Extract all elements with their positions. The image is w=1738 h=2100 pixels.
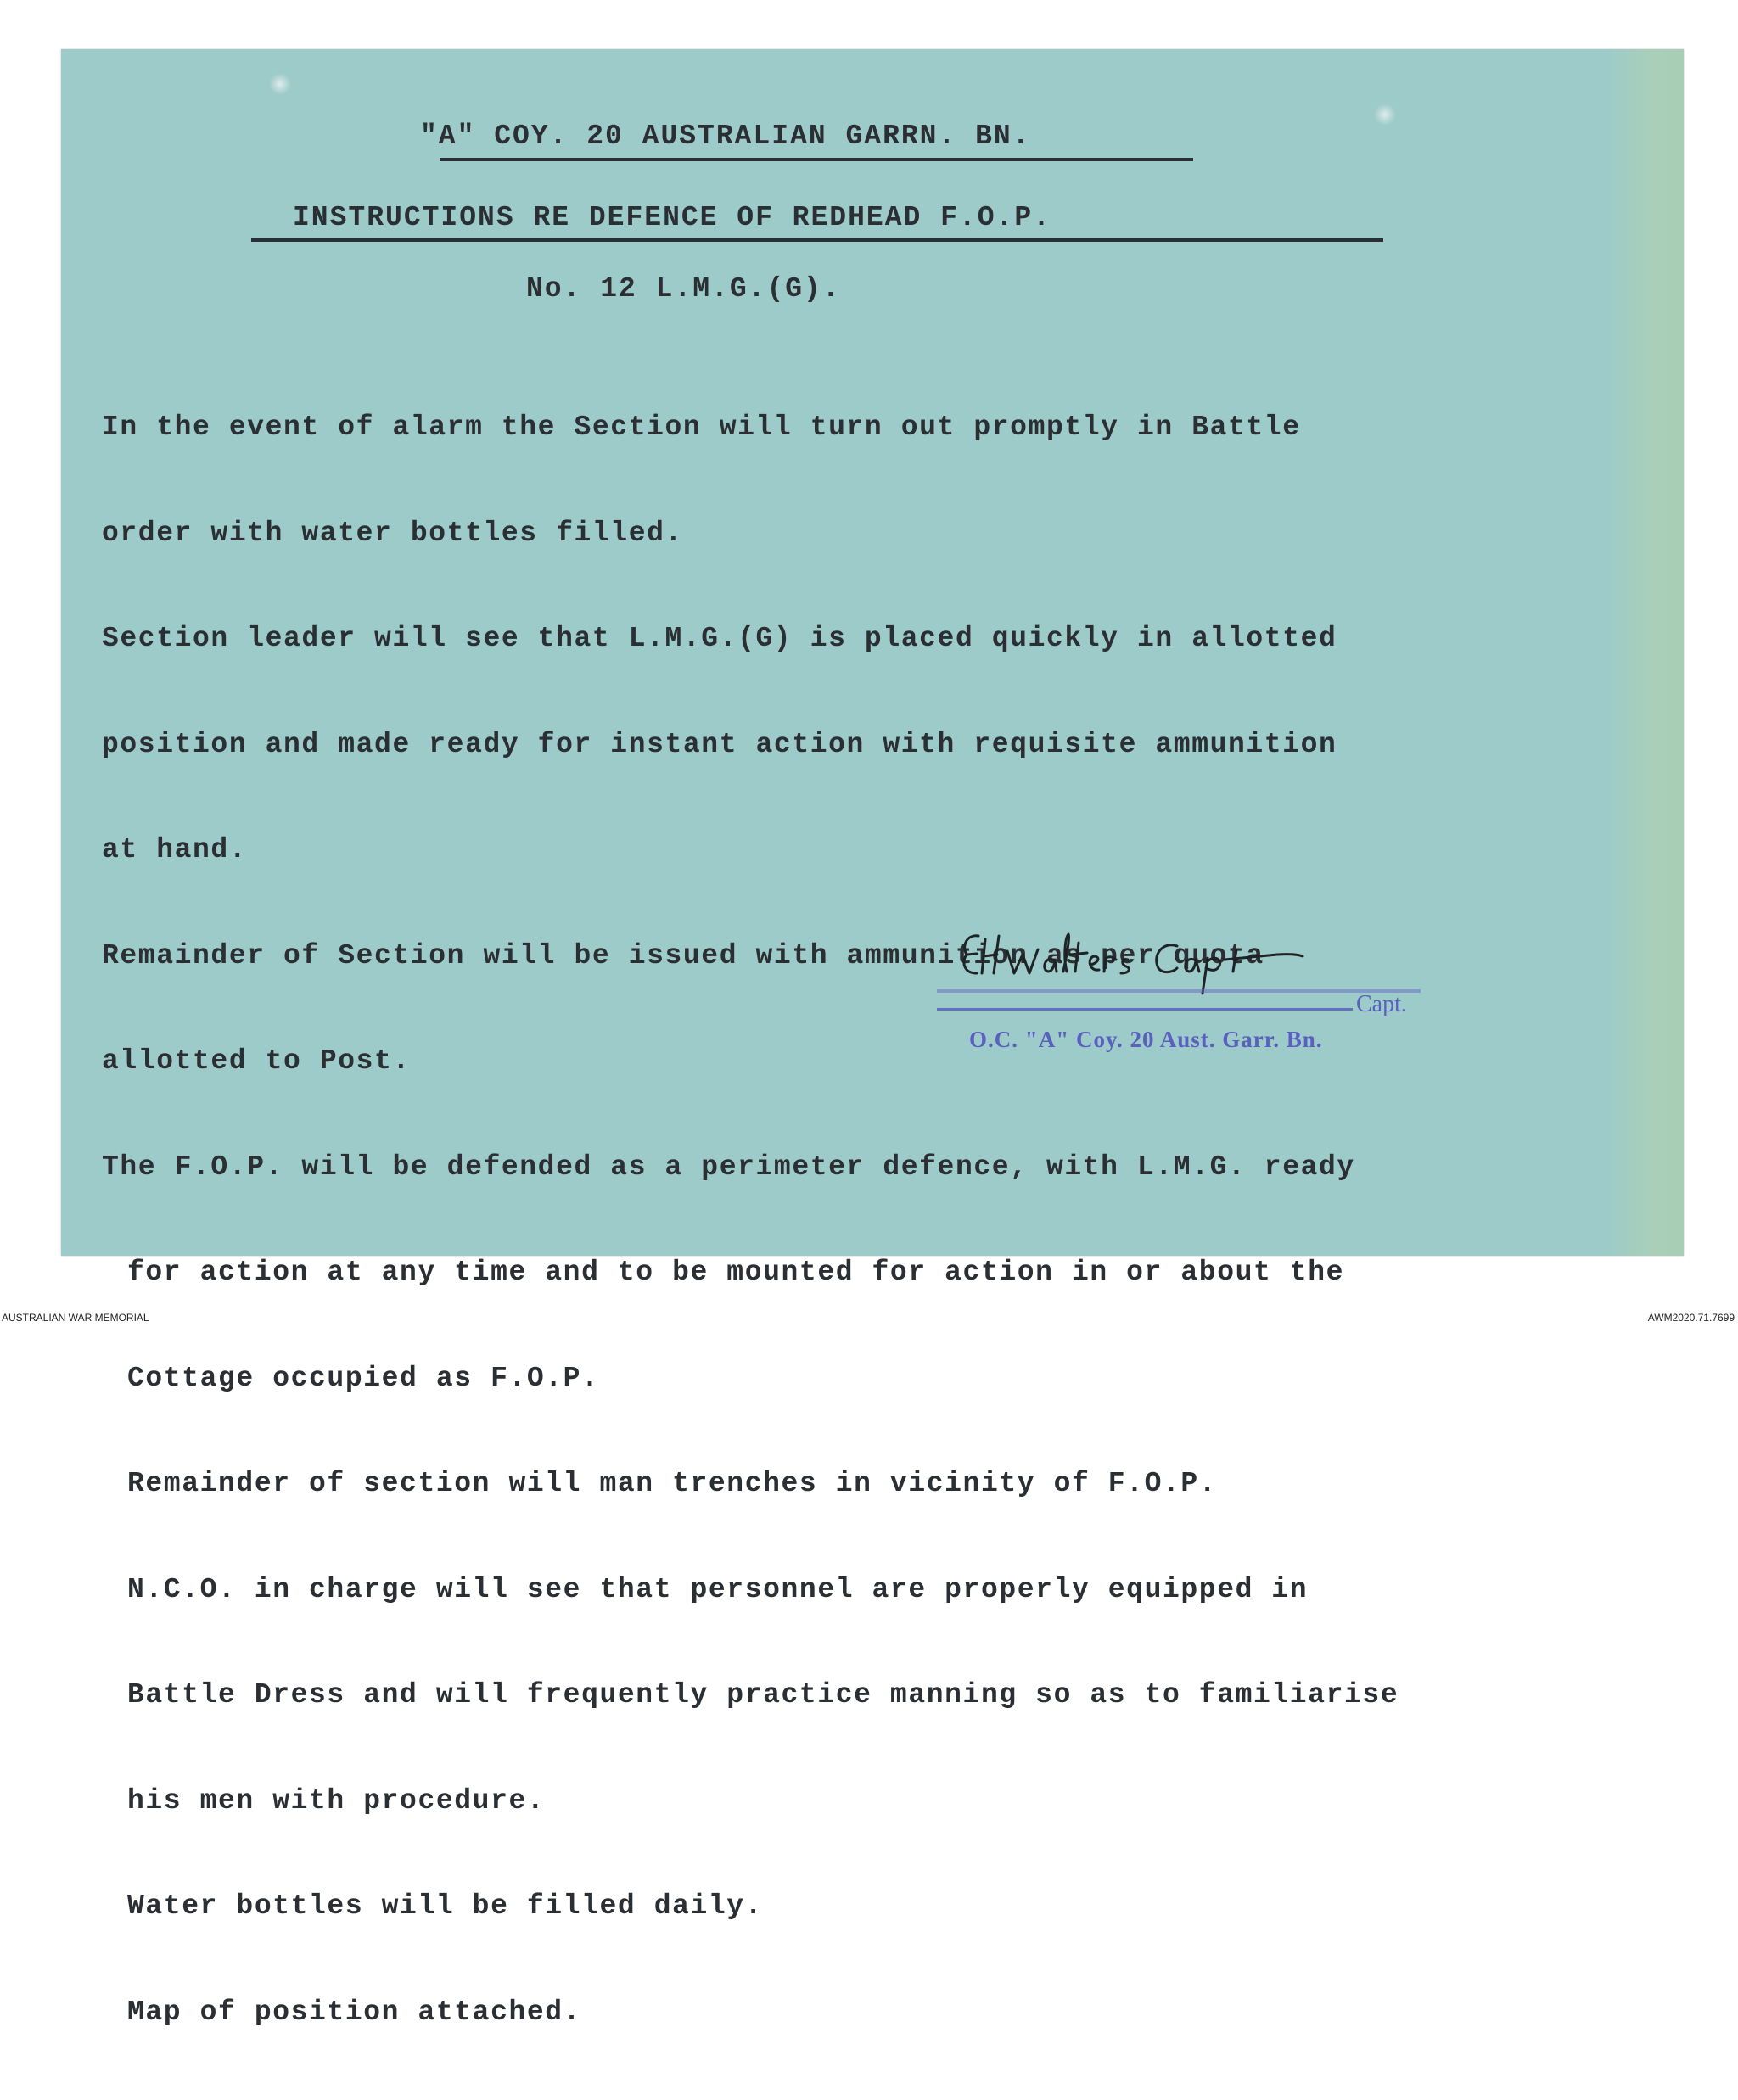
stamp-signature-line [937,1008,1353,1011]
heading-underline [440,158,1193,161]
body-line: his men with procedure. [127,1784,546,1817]
stamp-rank: Capt. [1356,991,1407,1017]
body-line: Water bottles will be filled daily. [127,1890,764,1922]
instructions-body [102,339,1399,2100]
body-line: Section leader will see that L.M.G.(G) is placed quickly in allotted [102,623,1337,654]
rubber-stamp [933,983,1426,1076]
body-line: In the event of alarm the Section will turn out promptly in Battle [102,412,1301,443]
body-line: position and made ready for instant action with requisite ammunition [102,728,1337,760]
body-line: for action at any time and to be mounted for action in or about the [127,1257,1345,1288]
body-line: Remainder of Section will be issued with ammunition as per quota [102,939,1264,972]
body-line: N.C.O. in charge will see that personnel are properly equipped in [127,1573,1309,1605]
body-line: Cottage occupied as F.O.P. [127,1362,600,1394]
subheading-underline [251,238,1383,242]
document-reference: No. 12 L.M.G.(G). [526,273,841,305]
footer-accession-number: AWM2020.71.7699 [1647,1312,1735,1324]
pin-hole-left [269,73,291,95]
body-line: allotted to Post. [102,1045,411,1077]
body-line: Battle Dress and will frequently practice manning so as to familiarise [127,1679,1399,1711]
body-line: Map of position attached. [127,1996,582,2028]
document-heading: "A" COY. 20 AUSTRALIAN GARRN. BN. [420,120,1031,152]
body-line: at hand. [102,834,248,865]
paper-discoloured-edge [1607,49,1684,1256]
stamp-caption: O.C. "A" Coy. 20 Aust. Garr. Bn. [969,1027,1323,1052]
stamp-smudge-line [937,989,1421,993]
footer-institution: AUSTRALIAN WAR MEMORIAL [2,1312,149,1324]
body-line: order with water bottles filled. [102,517,683,549]
pin-hole-right [1374,104,1396,126]
body-line: The F.O.P. will be defended as a perimeter defence, with L.M.G. ready [102,1151,1355,1183]
body-line: Remainder of section will man trenches in vicinity of F.O.P. [127,1468,1218,1499]
document-subheading: INSTRUCTIONS RE DEFENCE OF REDHEAD F.O.P. [293,202,1051,233]
